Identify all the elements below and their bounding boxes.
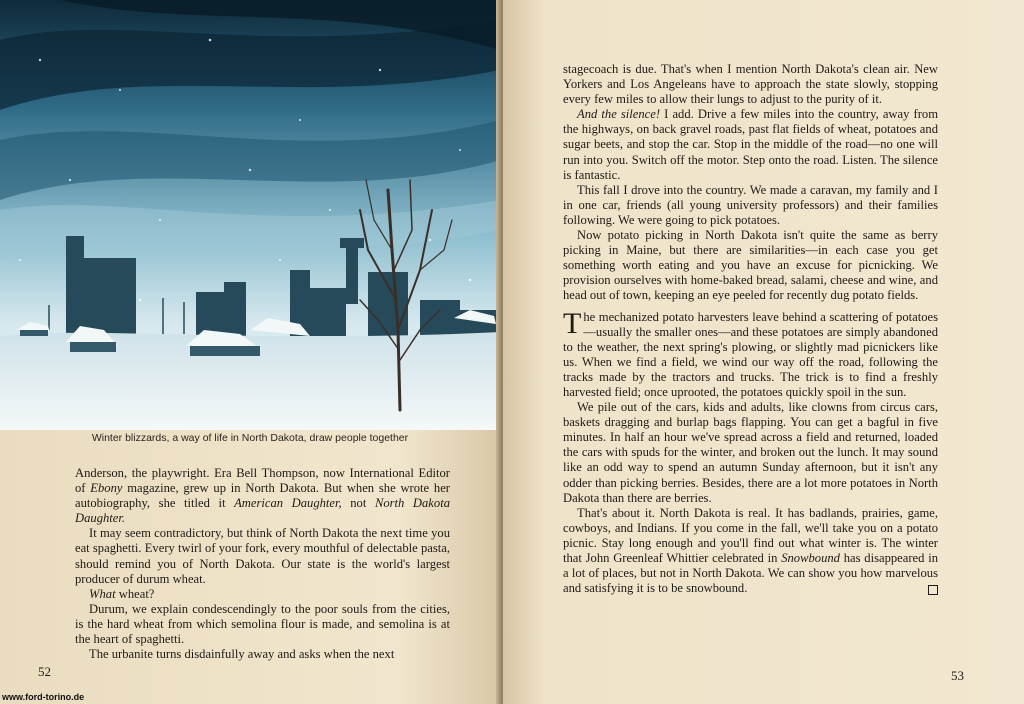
left-paragraph: Durum, we explain condescendingly to the poor souls from the cities, is the hard wheat from which semolina flour is made, and semolina is at the heart of spaghetti.: [75, 601, 450, 647]
right-paragraph: stagecoach is due. That's when I mention North Dakota's clean air. New Yorkers and Los Angeleans have to approach the state slowly, stopping every few miles to allow their lungs to adjust to the purity of it.: [563, 62, 938, 107]
drop-cap-letter: T: [563, 306, 582, 340]
right-paragraph: And the silence! I add. Drive a few miles into the country, away from the highways, on back gravel roads, past flat fields of wheat, potatoes and sugar beets, and stop the car. Stop in the middle of the road—no one will run into you. Switch off the motor. Step onto the road. Listen. The silence is fantastic.: [563, 107, 938, 182]
page-number-left: 52: [38, 664, 51, 679]
left-paragraph: The urbanite turns disdainfully away and asks when the next: [89, 647, 395, 662]
right-text-column: [563, 62, 938, 596]
right-paragraph: We pile out of the cars, kids and adults, like clowns from circus cars, baskets dragging and burlap bags flapping. You can get a bagful in five minutes. In half an hour we've spread across a field and returned, loaded the cars with spuds for the winter, and broken out the lunch. It may sound like an odd way to spend an autumn Sunday afternoon, but it isn't any odder than picking berries. Besides, there are a lot more potatoes in North Dakota than there are berries.: [563, 400, 938, 505]
right-paragraph: Now potato picking in North Dakota isn't quite the same as berry picking in Maine, but there are similarities—in each case you get something worth eating and you have an excuse for picnicking. We provision ourselves with home-baked bread, salami, cheese and wine, and head out of town, keeping an eye peeled for recently dug potato fields.: [563, 228, 938, 303]
left-paragraph: It may seem contradictory, but think of North Dakota the next time you eat spaghetti. Every twirl of your fork, every mouthful of delectable pasta, should remind you of North Dakota. Our state is the world's largest producer of durum wheat.: [75, 526, 450, 586]
winter-blizzard-illustration: [0, 0, 500, 430]
right-page: [503, 0, 1024, 704]
left-page: [0, 0, 500, 704]
right-paragraph: This fall I drove into the country. We made a caravan, my family and I in one car, friends (all young university professors) and their families following. We were going to pick potatoes.: [563, 182, 938, 227]
end-of-article-mark: [928, 585, 938, 595]
page-number-right: 53: [951, 668, 964, 683]
website-watermark: www.ford-torino.de: [2, 692, 85, 702]
illustration-caption: Winter blizzards, a way of life in North Dakota, draw people together: [91, 432, 409, 444]
left-text-column: [75, 466, 450, 662]
right-paragraph: That's about it. North Dakota is real. It has badlands, prairies, game, cowboys, and Indians. If you come in the fall, we'll take you on a potato picnic. Stay long enough and you'll find out what winter is. The winter that John Greenleaf Whittier celebrated in Snowbound has disappeared in a lot of places, but not in North Dakota. We can show you how marvelous and satisfying it is to be snowbound.: [563, 505, 938, 596]
left-paragraph: What wheat?: [89, 586, 155, 601]
left-paragraph: Anderson, the playwright. Era Bell Thompson, now International Editor of Ebony magazine, grew up in North Dakota. But when she wrote her autobiography, she titled it American Daughter, not North Dakota Daughter.: [75, 466, 450, 526]
dropcap-paragraph: The mechanized potato harvesters leave behind a scattering of potatoes—usually the smaller ones—and these potatoes are simply abandoned to the weather, the next spring's plowing, or slightly mad picnickers like us. When we find a field, we wind our way off the road, following the tracks made by the tractors and trucks. The trick is to find a freshly harvested field; once uprooted, the potatoes quickly spoil in the sun.: [563, 306, 938, 399]
